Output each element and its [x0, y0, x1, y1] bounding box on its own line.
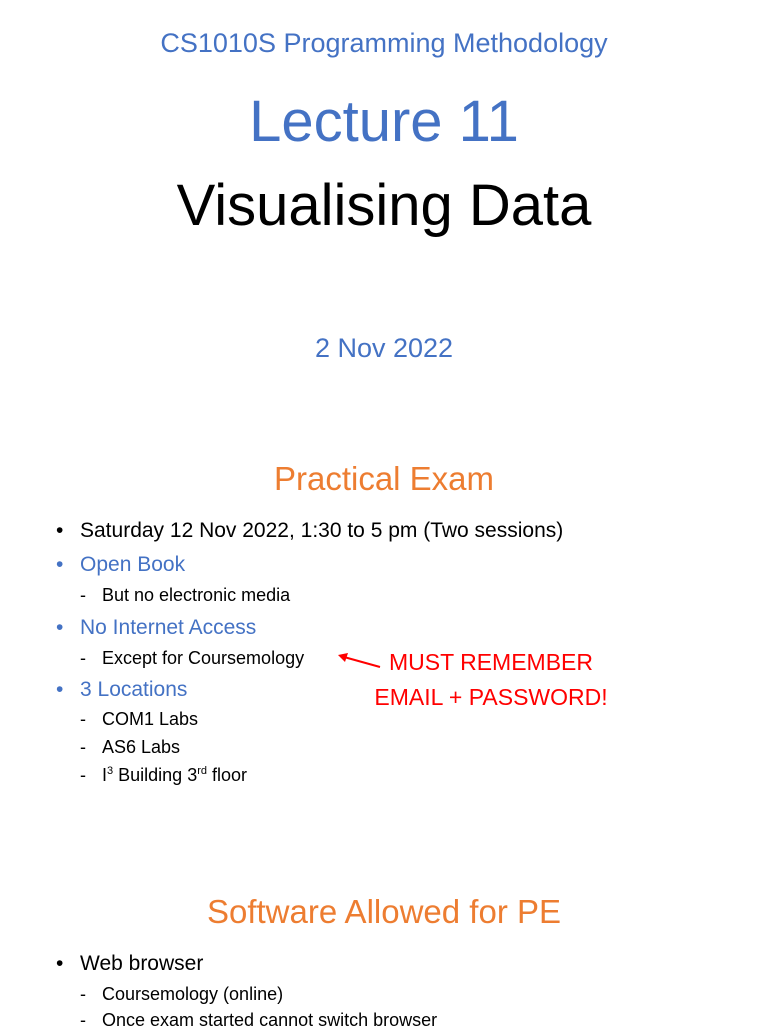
bullet-symbol: • [56, 519, 64, 542]
callout-line-1: MUST REMEMBER [388, 649, 594, 675]
bullet-text: 3 Locations [80, 678, 188, 701]
sub-bullet-text: Coursemology (online) [102, 984, 284, 1004]
i3-middle: Building 3 [113, 765, 198, 785]
dash-symbol: - [80, 765, 86, 785]
practical-exam-title: Practical Exam [273, 460, 495, 497]
bullet-symbol: • [56, 616, 64, 639]
i3-suffix: floor [206, 765, 248, 785]
dash-symbol: - [80, 984, 86, 1004]
lecture-number: Lecture 11 [249, 89, 519, 154]
lecture-topic: Visualising Data [176, 173, 592, 238]
software-allowed-title: Software Allowed for PE [206, 893, 561, 930]
dash-symbol: - [80, 585, 86, 605]
sub-bullet-text: Except for Coursemology [102, 648, 305, 668]
sub-bullet-text: AS6 Labs [102, 737, 181, 757]
bullet-text: Saturday 12 Nov 2022, 1:30 to 5 pm (Two sessions) [80, 519, 564, 542]
callout-line-2: EMAIL + PASSWORD! [374, 684, 608, 710]
dash-symbol: - [80, 648, 86, 668]
i3-ordinal: rd [197, 765, 207, 777]
dash-symbol: - [80, 737, 86, 757]
dash-symbol: - [80, 709, 86, 729]
sub-bullet-text: COM1 Labs [102, 709, 199, 729]
course-title: CS1010S Programming Methodology [160, 28, 608, 58]
bullet-text: No Internet Access [80, 616, 257, 639]
sub-bullet-text: Once exam started cannot switch browser [102, 1010, 438, 1030]
bullet-text: Open Book [80, 553, 186, 576]
i3-prefix: I [102, 765, 108, 785]
lecture-date: 2 Nov 2022 [314, 333, 454, 363]
bullet-text: Web browser [80, 952, 204, 975]
i3-superscript: 3 [107, 765, 114, 777]
bullet-symbol: • [56, 952, 64, 975]
sub-bullet-text: But no electronic media [102, 585, 291, 605]
bullet-symbol: • [56, 678, 64, 701]
sub-bullet-text [102, 765, 247, 786]
dash-symbol: - [80, 1010, 86, 1030]
bullet-symbol: • [56, 553, 64, 576]
